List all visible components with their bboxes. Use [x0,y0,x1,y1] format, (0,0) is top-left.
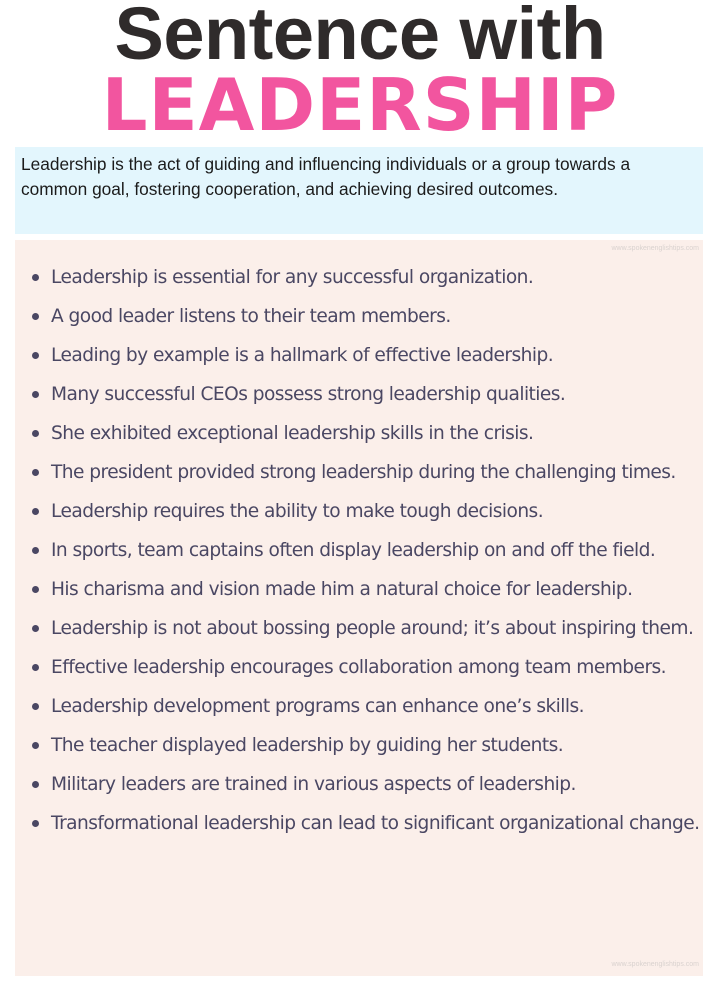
bullet-icon [32,820,39,827]
bullet-icon [32,274,39,281]
watermark: www.spokenenglishtips.com [611,961,699,968]
bullet-icon [32,664,39,671]
list-item [15,804,703,843]
bullet-icon [32,430,39,437]
definition-box [15,147,703,234]
bullet-icon [32,742,39,749]
example-list [15,258,703,843]
example-sentence: His charisma and vision made him a natural choice for leadership. [51,579,633,600]
bullet-icon [32,469,39,476]
bullet-icon [32,703,39,710]
list-item [15,297,703,336]
definition-text: Leadership is the act of guiding and influencing individuals or a group towards a common goal, fostering cooperation, and achieving desired outcomes. [21,154,631,199]
list-item [15,570,703,609]
bullet-icon [32,352,39,359]
example-sentence: The president provided strong leadership during the challenging times. [51,462,676,483]
page-title: Sentence with [114,0,606,75]
bullet-icon [32,586,39,593]
bullet-icon [32,625,39,632]
example-sentence: Transformational leadership can lead to significant organizational change. [51,813,700,834]
bullet-icon [32,391,39,398]
bullet-icon [32,781,39,788]
example-sentence: Leadership requires the ability to make tough decisions. [51,501,544,522]
list-item [15,687,703,726]
list-item [15,414,703,453]
list-item [15,531,703,570]
example-sentence: Leadership is not about bossing people around; it’s about inspiring them. [51,618,694,639]
example-sentence: She exhibited exceptional leadership skills in the crisis. [51,423,534,444]
bullet-icon [32,508,39,515]
list-item [15,258,703,297]
list-item [15,336,703,375]
example-sentence: Military leaders are trained in various aspects of leadership. [51,774,576,795]
list-item [15,609,703,648]
list-item [15,453,703,492]
list-item [15,726,703,765]
bullet-icon [32,547,39,554]
watermark: www.spokenenglishtips.com [611,245,699,252]
example-sentence: Leadership development programs can enhance one’s skills. [51,696,585,717]
example-sentence: Many successful CEOs possess strong leadership qualities. [51,384,566,405]
examples-box [15,240,703,976]
list-item [15,765,703,804]
example-sentence: In sports, team captains often display leadership on and off the field. [51,540,656,561]
list-item [15,375,703,414]
list-item [15,648,703,687]
list-item [15,492,703,531]
example-sentence: Effective leadership encourages collaboration among team members. [51,657,667,678]
example-sentence: Leadership is essential for any successful organization. [51,267,534,288]
example-sentence: A good leader listens to their team members. [51,306,451,327]
example-sentence: The teacher displayed leadership by guiding her students. [51,735,564,756]
example-sentence: Leading by example is a hallmark of effective leadership. [51,345,554,366]
page-title-keyword: LEADERSHIP [101,63,619,147]
bullet-icon [32,313,39,320]
